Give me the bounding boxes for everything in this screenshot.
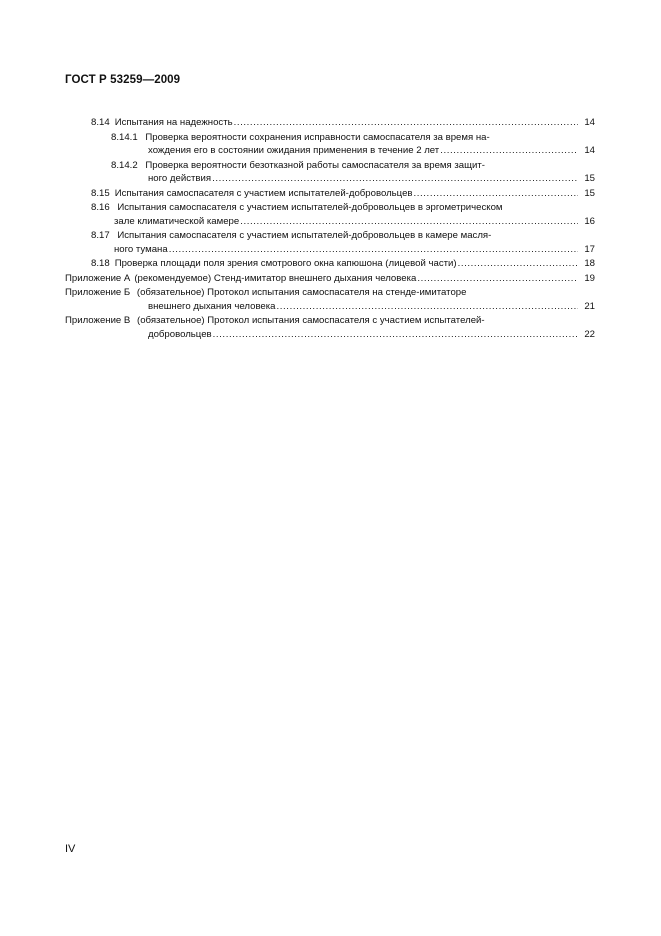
toc-entry-title: Проверка площади поля зрения смотрового окна капюшона (лицевой части) — [114, 258, 457, 269]
toc-page-number: 14 — [584, 145, 595, 156]
toc-entry-number: 8.18 — [91, 258, 110, 269]
toc-entry-8-14 — [0, 116, 661, 130]
toc-entry-number: Приложение Б — [65, 287, 131, 298]
toc-entry-title-line-1: Проверка вероятности сохранения исправности самоспасателя за время на- — [145, 131, 490, 143]
toc-entry-number: 8.14.1 — [111, 131, 138, 143]
toc-entry-number: 8.15 — [91, 187, 110, 199]
toc-entry-title: (рекомендуемое) Стенд-имитатор внешнего дыхания человека — [134, 272, 417, 284]
toc-entry-title-line-1: Испытания самоспасателя с участием испытателей-добровольцев в эргометрическом — [117, 202, 503, 213]
toc-leader-dots — [169, 243, 578, 257]
toc-entry-number: Приложение В — [65, 315, 131, 326]
toc-leader-dots — [417, 272, 578, 286]
toc-entry-title-line-1: Испытания самоспасателя с участием испытателей-добровольцев в камере масля- — [117, 230, 492, 241]
toc-entry-title-line-1: (обязательное) Протокол испытания самоспасателя с участием испытателей- — [137, 315, 485, 326]
toc-entry-title-line-2: зале климатической камере — [114, 215, 240, 227]
toc-entry-number: 8.17 — [91, 230, 110, 241]
toc-page-number: 16 — [584, 215, 595, 227]
toc-page-number: 19 — [584, 272, 595, 284]
toc-entry-number: Приложение А — [65, 272, 131, 284]
toc-leader-dots — [440, 144, 578, 158]
toc-entry-title-line-1: (обязательное) Протокол испытания самоспасателя на стенде-имитаторе — [136, 287, 467, 298]
toc-leader-dots — [458, 257, 578, 271]
toc-page-number: 17 — [584, 243, 595, 255]
toc-entry-title-line-2: хождения его в состоянии ожидания применения в течение 2 лет — [148, 145, 440, 156]
toc-entry-title-line-1: Проверка вероятности безотказной работы самоспасателя за время защит- — [145, 159, 485, 171]
document-header: ГОСТ Р 53259—2009 — [65, 74, 181, 86]
toc-page-number: 15 — [584, 173, 595, 184]
toc-entry-8-16 — [0, 201, 661, 228]
toc-entry-8-17 — [0, 229, 661, 256]
toc-entry-number: 8.14 — [91, 117, 110, 128]
toc-page-number: 15 — [584, 187, 595, 199]
toc-page-number: 21 — [584, 300, 595, 312]
toc-page-number: 14 — [584, 117, 595, 128]
toc-entry-8-18 — [0, 257, 661, 271]
toc-leader-dots — [240, 215, 578, 229]
toc-entry-8-14-1 — [0, 131, 661, 158]
toc-entry-title-line-2: ного действия — [148, 173, 212, 184]
table-of-contents — [0, 110, 661, 341]
toc-page-number: 18 — [584, 258, 595, 269]
toc-entry-8-14-2 — [0, 159, 661, 186]
toc-leader-dots — [414, 187, 579, 201]
toc-entry-number: 8.16 — [91, 202, 110, 213]
toc-entry-appendix-b — [0, 286, 661, 313]
toc-entry-8-15 — [0, 187, 661, 201]
toc-leader-dots — [234, 116, 578, 130]
toc-entry-appendix-v — [0, 314, 661, 341]
toc-entry-title-line-2: внешнего дыхания человека — [148, 300, 276, 312]
toc-page-number: 22 — [584, 328, 595, 340]
toc-entry-title-line-2: ного тумана — [114, 243, 168, 255]
page-number-footer: IV — [65, 843, 76, 855]
toc-leader-dots — [213, 328, 578, 342]
toc-leader-dots — [212, 172, 578, 186]
toc-leader-dots — [277, 300, 578, 314]
toc-entry-title: Испытания самоспасателя с участием испытателей-добровольцев — [114, 187, 413, 199]
toc-entry-number: 8.14.2 — [111, 159, 138, 171]
toc-entry-title-line-2: добровольцев — [148, 328, 212, 340]
toc-entry-title: Испытания на надежность — [114, 117, 233, 128]
toc-entry-appendix-a — [0, 272, 661, 286]
